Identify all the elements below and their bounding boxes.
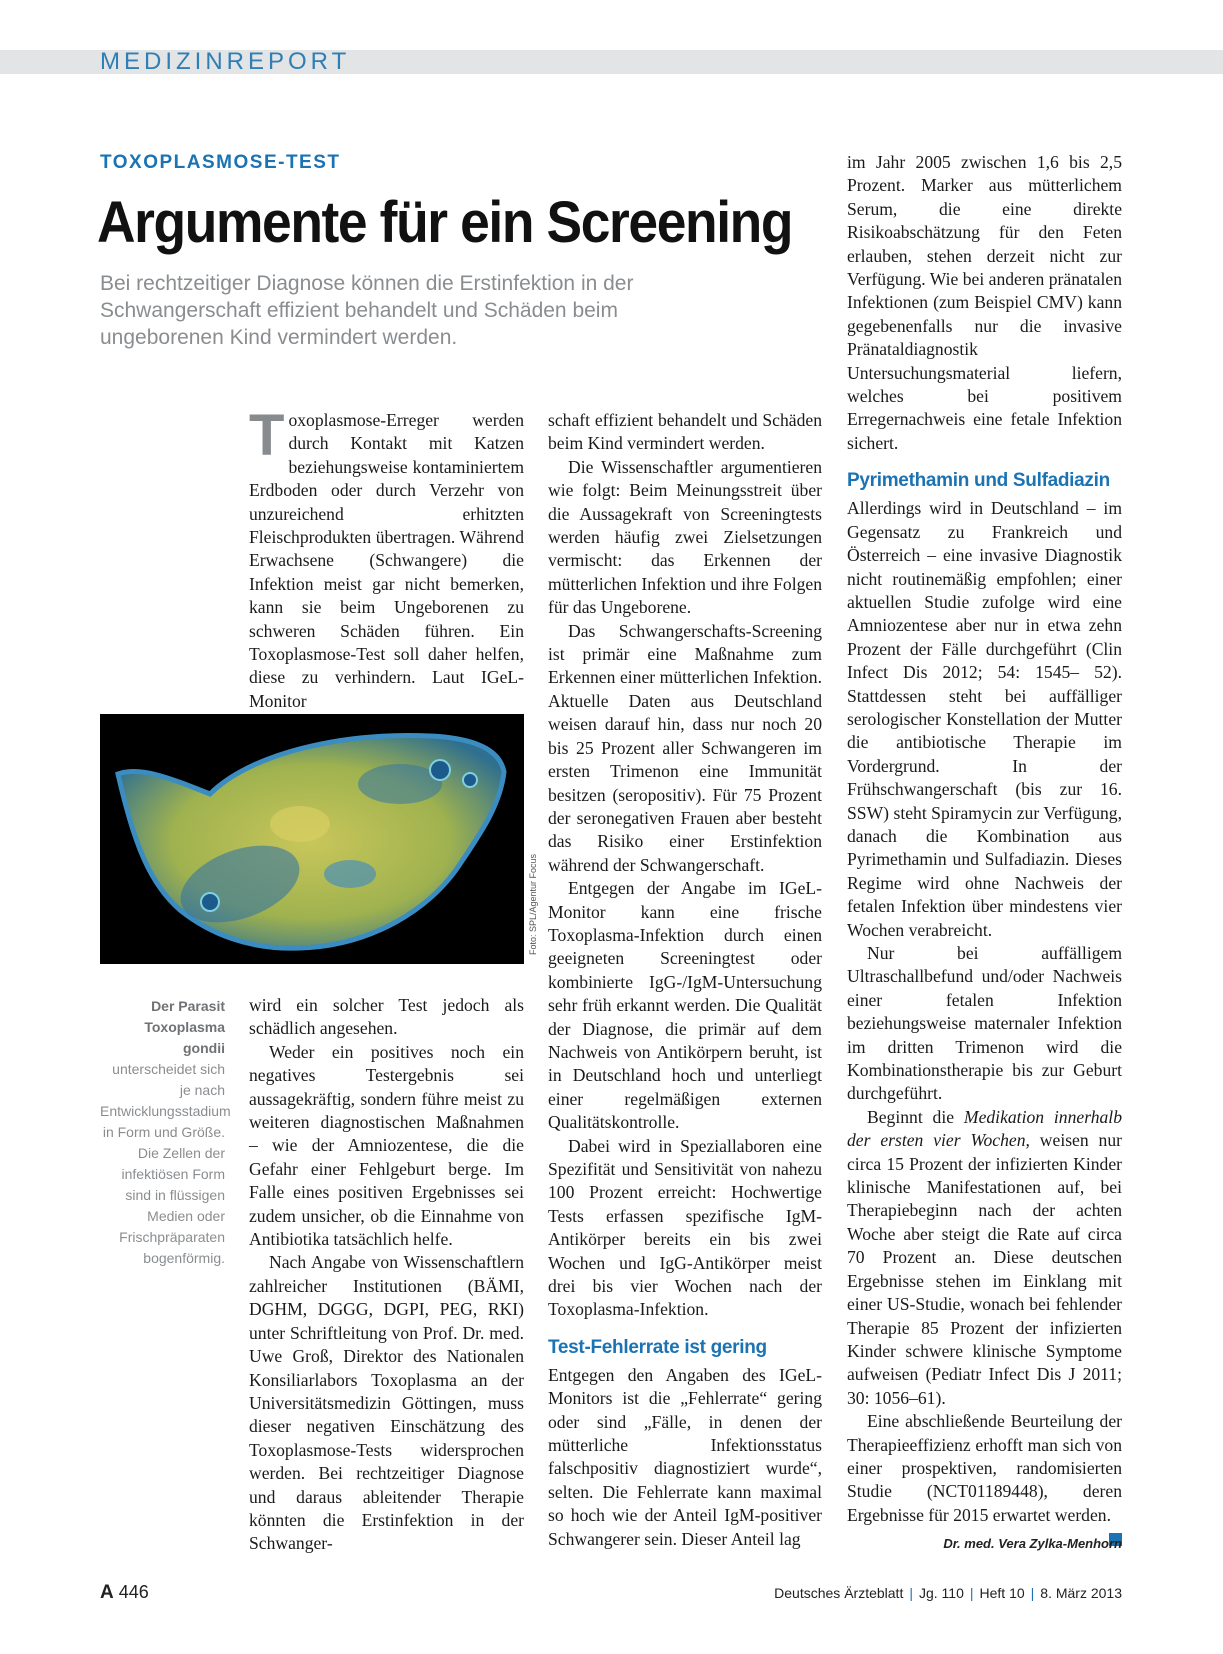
subheading-fehlerrate: Test-Fehlerrate ist gering <box>548 1336 767 1358</box>
article-kicker: TOXOPLASMOSE-TEST <box>100 152 341 173</box>
separator: | <box>1030 1585 1035 1601</box>
body-column-3 <box>847 151 1122 1546</box>
page-number-value: 446 <box>118 1582 149 1602</box>
page-prefix: A <box>100 1582 114 1603</box>
paragraph: Weder ein positives noch ein negatives Testergebnis sei aussagekräftig, sondern führe meist zu weiteren diagnostischen Maßnahmen – wie der Amniozentese, die die Gefahr einer Fehlgeburt berge. Im Falle eines positiven Ergebnisses sei zudem unsicher, ob die Einnahme von Antibiotika tatsächlich helfe. <box>249 1041 524 1250</box>
body-column-2 <box>548 409 822 1551</box>
journal-info <box>774 1585 1122 1601</box>
intro-text: oxoplasmose-Erreger werden durch Kontakt mit Katzen beziehungsweise kontaminiertem Erdboden oder durch Verzehr von unzureichend erhitzten Fleischprodukten übertragen. Während Erwachsene (Schwangere) die Infektion meist gar nicht bemerken, kann sie beim Ungeborenen zu schweren Schäden führen. Ein Toxoplasmose-Test soll daher helfen, diese zu verhindern. Laut IGeL-Monitor <box>249 410 524 711</box>
paragraph: Nur bei auffälligem Ultraschallbefund und/oder Nachweis einer fetalen Infektion beziehungsweise maternaler Infektion im dritten Trimenon wird die Kombinationstherapie bis zur Geburt durchgeführt. <box>847 943 1122 1104</box>
paragraph: Entgegen den Angaben des IGeL-Monitors ist die „Fehlerrate“ gering oder sind „Fälle, in denen der mütterliche Infektionsstatus falschpositiv diagnostiziert wurde“, selten. Die Fehlerrate kann maximal so hoch wie der Anteil IgM-positiver Schwangerer sein. Dieser Anteil lag <box>548 1364 822 1549</box>
journal-date: 8. März 2013 <box>1040 1585 1122 1601</box>
journal-volume: Jg. 110 <box>918 1585 964 1601</box>
intro-paragraph <box>249 403 524 713</box>
paragraph: Nach Angabe von Wissenschaftlern zahlreicher Institutionen (BÄMI, DGHM, DGGG, DGPI, PEG, RKI) unter Schriftleitung von Prof. Dr. med. Uwe Groß, Direktor des Nationalen Konsiliarlabors Toxoplasma an der Universitätsmedizin Göttingen, muss dieser negativen Einschätzung des Toxoplasmose-Tests widersprochen werden. Bei rechtzeitiger Diagnose und daraus ableitender Therapie könnten die Erstinfektion in der Schwanger- <box>249 1252 524 1554</box>
paragraph <box>847 1410 1122 1527</box>
photo-credit: Foto: SPL/Agentur Focus <box>528 853 538 955</box>
paragraph: Das Schwangerschafts-Screening ist primär eine Maßnahme zum Erkennen einer mütterlichen Infektion. Aktuelle Daten aus Deutschland weisen darauf hin, dass nur noch 20 bis 25 Prozent aller Schwangeren im ersten Trimenon eine Immunität besitzen (seropositiv). Für 75 Prozent der seronegativen Frauen aber besteht das Risiko einer Erstinfektion während der Schwangerschaft. <box>548 620 822 875</box>
paragraph: Entgegen der Angabe im IGeL-Monitor kann eine frische Toxoplasma-Infektion durch einen geeigneten Screeningtest oder kombinierte IgG-/IgM-Untersuchung sehr früh erkannt werden. Die Qualität der Diagnose, die primär auf dem Nachweis von Antikörpern beruht, ist in Deutschland hoch und unterliegt einer regelmäßigen externen Qualitätskontrolle. <box>548 878 822 1133</box>
body-column-1-bottom <box>249 994 524 1556</box>
caption-bold: Der Parasit Toxoplasma gondii <box>144 998 225 1056</box>
text-run: Eine abschließende Beurteilung der Therapieeffizienz erhofft man sich von einer prospektiven, randomisierten Studie (NCT01189448), deren Ergebnisse für 2015 erwartet werden. <box>847 1411 1122 1525</box>
article-lead: Bei rechtzeitiger Diagnose können die Erstinfektion in der Schwangerschaft effizient behandelt und Schäden beim ungeborenen Kind vermindert werden. <box>100 272 634 349</box>
separator: | <box>909 1585 913 1601</box>
paragraph: Die Wissenschaftler argumentieren wie folgt: Beim Meinungsstreit über die Aussagekraft von Screeningtests werden häufig zwei Zielsetzungen vermischt: das Erkennen der mütterlichen Infektion und ihre Folgen für das Ungeborene. <box>548 456 822 618</box>
page-number <box>100 1582 149 1604</box>
journal-name: Deutsches Ärzteblatt <box>774 1585 904 1601</box>
separator: | <box>969 1585 974 1601</box>
text-run: Beginnt die <box>867 1106 964 1127</box>
text-run: weisen nur circa 15 Prozent der infizierten Kinder klinische Manifestationen auf, bei Therapiebeginn nach der achten Woche aber steigt die Rate auf circa 70 Prozent an. Diese deutschen Ergebnisse stehen im Einklang mit einer US-Studie, wonach bei fehlender Therapie 85 Prozent der infizierten Kinder schwere klinische Symptome aufweisen (Pediatr Infect Dis J 2011; 30: 1056–61). <box>847 1130 1123 1408</box>
journal-issue: Heft 10 <box>979 1585 1025 1601</box>
paragraph: Allerdings wird in Deutschland – im Gegensatz zu Frankreich und Österreich – eine invasive Diagnostik nicht routinemäßig empfohlen; einer aktuellen Studie zufolge wird eine Amniozentese aber nur in etwa zehn Prozent der Fälle durchgeführt (Clin Infect Dis 2012; 54: 1545– 52). Stattdessen steht bei auffälliger serologischer Konstellation der Mutter die antibiotische Therapie im Vordergrund. In der Frühschwangerschaft (bis zur 16. SSW) steht Spiramycin zur Verfügung, danach die Kombination aus Pyrimethamin und Sulfadiazin. Dieses Regime wird ohne Nachweis der fetalen Infektion über mindestens vier Wochen verabreicht. <box>847 498 1122 940</box>
section-label: MEDIZINREPORT <box>100 48 351 75</box>
author-byline: Dr. med. Vera Zylka-Menhorn <box>943 1536 1122 1551</box>
body-column-1-top <box>249 403 524 713</box>
toxoplasma-image <box>100 714 524 964</box>
paragraph: schaft effizient behandelt und Schäden beim Kind vermindert werden. <box>548 410 822 454</box>
subheading-pyrimethamin: Pyrimethamin und Sulfadiazin <box>847 470 1110 492</box>
paragraph <box>847 1106 1122 1410</box>
paragraph: wird ein solcher Test jedoch als schädlich angesehen. <box>249 995 524 1039</box>
paragraph: im Jahr 2005 zwischen 1,6 bis 2,5 Prozent. Marker aus mütterlichem Serum, die eine direkte Risikoabschätzung für den Feten erlauben, stehen derzeit nicht zur Verfügung. Wie bei anderen pränatalen Infektionen (zum Beispiel CMV) kann gegebenenfalls nur die invasive Pränataldiagnostik Untersuchungsmaterial liefern, welches bei positivem Erregernachweis eine fetale Infektion sichert. <box>847 152 1122 453</box>
parasite-photo <box>100 714 524 964</box>
italic-run: Medikation innerhalb der ersten vier Wochen, <box>847 1106 1122 1151</box>
drop-cap: T <box>249 403 285 468</box>
photo-caption <box>100 996 231 1269</box>
caption-text: unterscheidet sich je nach Entwicklungsstadium in Form und Größe. Die Zellen der infektiösen Form sind in flüssigen Medien oder Frischpräparaten bogenförmig. <box>100 1061 231 1266</box>
article-title: Argumente für ein Screening <box>97 190 793 255</box>
paragraph: Dabei wird in Speziallaboren eine Spezifität und Sensitivität von nahezu 100 Prozent erreicht: Hochwertige Tests erfassen spezifische IgM-Antikörper bereits ein bis zwei Wochen und IgG-Antikörper meist drei bis vier Wochen nach der Toxoplasma-Infektion. <box>548 1135 822 1320</box>
